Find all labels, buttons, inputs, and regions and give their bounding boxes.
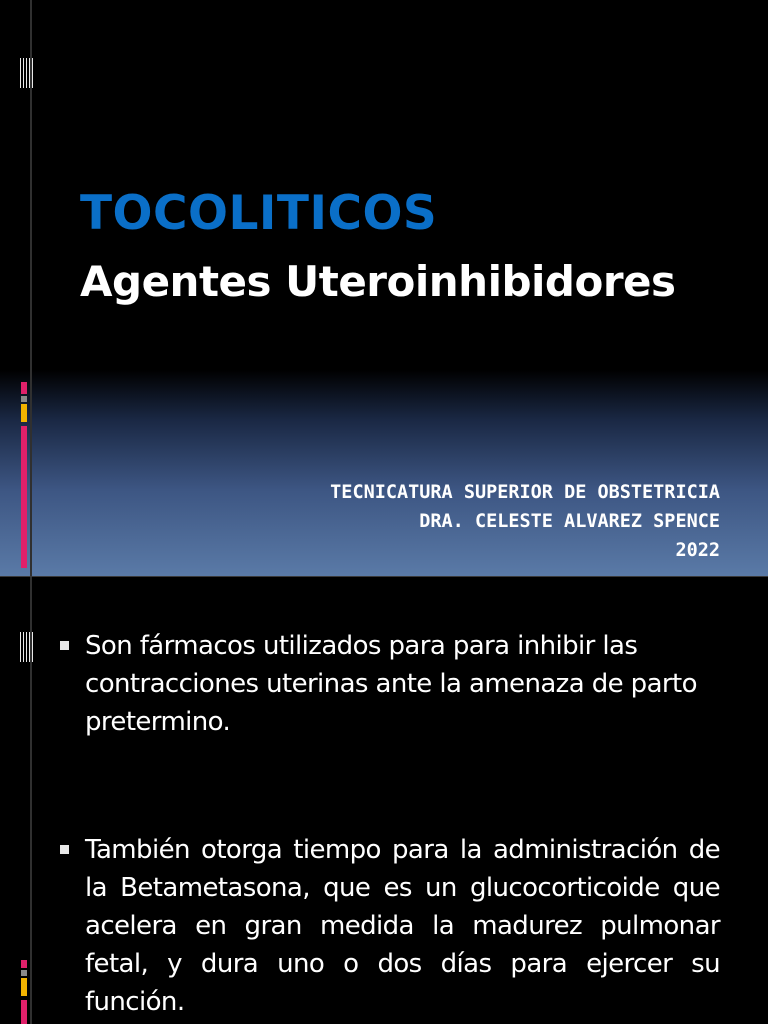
corner-bars-decoration [20, 58, 32, 88]
bullet-item [60, 627, 720, 741]
slide-info-block [330, 478, 720, 565]
accent-bar-pink [21, 960, 27, 968]
accent-bar-pink-long [21, 1000, 27, 1024]
accent-bar-pink [21, 382, 27, 394]
corner-bars-decoration [20, 632, 32, 662]
info-line-author: DRA. CELESTE ALVAREZ SPENCE [419, 511, 720, 532]
slide-subtitle-text: Agentes Uteroinhibidores [80, 257, 676, 306]
accent-bar-yellow [21, 978, 27, 996]
accent-bar-gray [21, 396, 27, 402]
bullet-item [60, 831, 720, 1021]
slide-title-text: TOCOLITICOS [80, 186, 438, 241]
info-line-program: TECNICATURA SUPERIOR DE OBSTETRICIA [330, 482, 720, 503]
square-bullet-icon [60, 845, 69, 854]
info-line-year: 2022 [675, 540, 720, 561]
accent-bar-yellow [21, 404, 27, 422]
bullet-text: También otorga tiempo para la administración de la Betametasona, que es un glucocorticoide que acelera en gran medida la madurez pulmonar fetal, y dura uno o dos días para ejercer su función. [85, 835, 720, 1017]
slide-content [0, 577, 768, 1024]
accent-bar-pink-long [21, 426, 27, 568]
accent-bar-gray [21, 970, 27, 976]
bullet-list [60, 627, 720, 1021]
square-bullet-icon [60, 641, 69, 650]
bullet-text: Son fármacos utilizados para para inhibir las contracciones uterinas ante la amenaza de parto pretermino. [85, 631, 697, 737]
